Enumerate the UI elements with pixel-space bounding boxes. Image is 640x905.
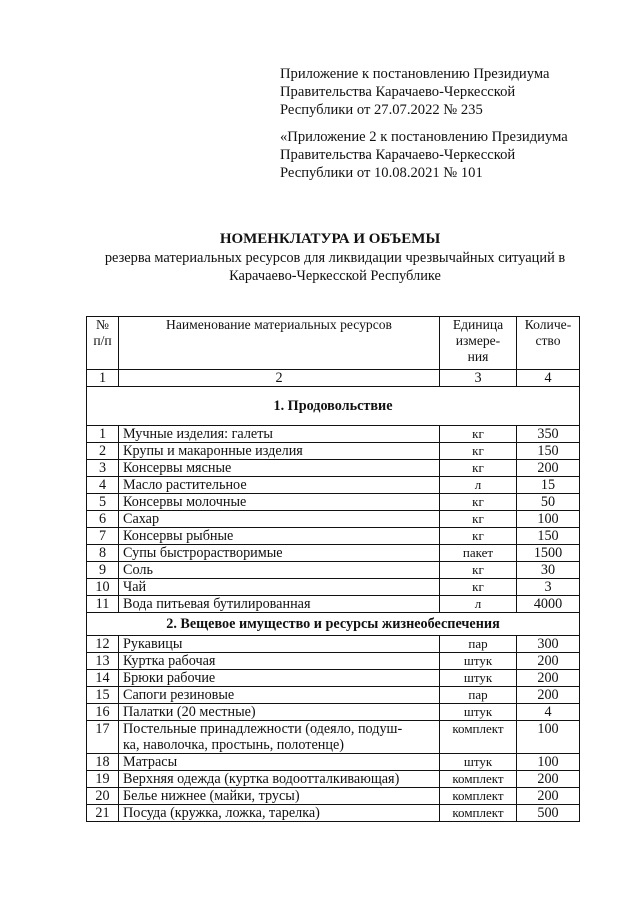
quantity: 150: [517, 528, 580, 545]
resource-name: Чай: [119, 579, 440, 596]
header-number-line: п/п: [93, 333, 112, 348]
header-unit-line: измере-: [455, 333, 501, 348]
row-number: 8: [87, 545, 119, 562]
table-row: [87, 687, 580, 704]
resource-name: Консервы молочные: [119, 494, 440, 511]
table-row: [87, 754, 580, 771]
appendix-note-current: [280, 65, 600, 119]
quantity: 100: [517, 754, 580, 771]
appendix-line: Приложение к постановлению Президиума: [280, 66, 550, 82]
resource-name: Сапоги резиновые: [119, 687, 440, 704]
header-name: Наименование материальных ресурсов: [119, 317, 440, 370]
header-quantity: [517, 317, 580, 370]
quantity: 200: [517, 788, 580, 805]
table-row: [87, 528, 580, 545]
resource-name: Матрасы: [119, 754, 440, 771]
table-row: [87, 579, 580, 596]
table-row: [87, 805, 580, 822]
table-row: [87, 443, 580, 460]
header-quantity-line: Количе-: [524, 317, 572, 332]
quantity: 200: [517, 653, 580, 670]
unit-of-measure: штук: [440, 653, 517, 670]
resource-name: Мучные изделия: галеты: [119, 426, 440, 443]
unit-of-measure: комплект: [440, 721, 517, 754]
unit-of-measure: комплект: [440, 788, 517, 805]
unit-of-measure: кг: [440, 460, 517, 477]
header-number: [87, 317, 119, 370]
quantity: 100: [517, 721, 580, 754]
quantity: 200: [517, 670, 580, 687]
document-subtitle-line: Карачаево-Черкесской Республике: [229, 268, 441, 284]
row-number: 6: [87, 511, 119, 528]
row-number: 20: [87, 788, 119, 805]
table-row: [87, 596, 580, 613]
section-title: 2. Вещевое имущество и ресурсы жизнеобеспечения: [87, 613, 580, 636]
document-title: НОМЕНКЛАТУРА И ОБЪЕМЫ: [219, 231, 441, 247]
quantity: 1500: [517, 545, 580, 562]
table-body: [87, 387, 580, 822]
section-title: 1. Продовольствие: [87, 387, 580, 426]
table-row: [87, 704, 580, 721]
table-row: [87, 721, 580, 754]
document-heading: [0, 230, 640, 285]
column-index-row: [87, 370, 580, 387]
table-row: [87, 477, 580, 494]
resource-name: Масло растительное: [119, 477, 440, 494]
table-row: [87, 670, 580, 687]
row-number: 15: [87, 687, 119, 704]
row-number: 7: [87, 528, 119, 545]
row-number: 11: [87, 596, 119, 613]
table-header-row: [87, 317, 580, 370]
resource-name: Рукавицы: [119, 636, 440, 653]
table-row: [87, 562, 580, 579]
quantity: 200: [517, 460, 580, 477]
unit-of-measure: л: [440, 477, 517, 494]
row-number: 21: [87, 805, 119, 822]
unit-of-measure: комплект: [440, 771, 517, 788]
row-number: 2: [87, 443, 119, 460]
resource-name: Супы быстрорастворимые: [119, 545, 440, 562]
document-subtitle-line: резерва материальных ресурсов для ликвидации чрезвычайных ситуаций в: [104, 250, 566, 266]
column-index: 4: [517, 370, 580, 387]
header-unit: [440, 317, 517, 370]
unit-of-measure: кг: [440, 511, 517, 528]
row-number: 17: [87, 721, 119, 754]
quantity: 150: [517, 443, 580, 460]
header-quantity-line: ство: [535, 333, 561, 348]
resource-name: Сахар: [119, 511, 440, 528]
appendix-line: «Приложение 2 к постановлению Президиума: [280, 129, 568, 145]
unit-of-measure: комплект: [440, 805, 517, 822]
unit-of-measure: пар: [440, 636, 517, 653]
table-row: [87, 788, 580, 805]
row-number: 16: [87, 704, 119, 721]
quantity: 3: [517, 579, 580, 596]
resource-name: Соль: [119, 562, 440, 579]
resource-name: [119, 721, 440, 754]
resource-name: Брюки рабочие: [119, 670, 440, 687]
table-row: [87, 460, 580, 477]
appendix-note-original: [280, 128, 600, 182]
row-number: 18: [87, 754, 119, 771]
unit-of-measure: кг: [440, 562, 517, 579]
quantity: 30: [517, 562, 580, 579]
resource-name: Верхняя одежда (куртка водоотталкивающая): [119, 771, 440, 788]
table-row: [87, 426, 580, 443]
resource-name: Посуда (кружка, ложка, тарелка): [119, 805, 440, 822]
row-number: 12: [87, 636, 119, 653]
resources-table: [86, 316, 580, 822]
row-number: 9: [87, 562, 119, 579]
unit-of-measure: кг: [440, 579, 517, 596]
quantity: 200: [517, 687, 580, 704]
row-number: 19: [87, 771, 119, 788]
resource-name: Куртка рабочая: [119, 653, 440, 670]
table-row: [87, 636, 580, 653]
unit-of-measure: штук: [440, 704, 517, 721]
resource-name-line: Постельные принадлежности (одеяло, подуш-: [123, 721, 403, 737]
row-number: 5: [87, 494, 119, 511]
appendix-line: Республики от 27.07.2022 № 235: [280, 102, 483, 118]
resource-name: Консервы рыбные: [119, 528, 440, 545]
resource-name: Белье нижнее (майки, трусы): [119, 788, 440, 805]
header-number-line: №: [96, 317, 109, 332]
table-row: [87, 494, 580, 511]
resource-name: Палатки (20 местные): [119, 704, 440, 721]
unit-of-measure: кг: [440, 528, 517, 545]
quantity: 350: [517, 426, 580, 443]
quantity: 300: [517, 636, 580, 653]
row-number: 10: [87, 579, 119, 596]
resource-name: Крупы и макаронные изделия: [119, 443, 440, 460]
quantity: 4: [517, 704, 580, 721]
table-row: [87, 653, 580, 670]
quantity: 200: [517, 771, 580, 788]
section-header-row: [87, 613, 580, 636]
quantity: 4000: [517, 596, 580, 613]
unit-of-measure: штук: [440, 670, 517, 687]
unit-of-measure: пар: [440, 687, 517, 704]
table-row: [87, 771, 580, 788]
row-number: 1: [87, 426, 119, 443]
unit-of-measure: кг: [440, 443, 517, 460]
unit-of-measure: кг: [440, 494, 517, 511]
resource-name-line: ка, наволочка, простынь, полотенце): [123, 737, 344, 753]
header-unit-line: Единица: [452, 317, 504, 332]
resource-name: Вода питьевая бутилированная: [119, 596, 440, 613]
row-number: 14: [87, 670, 119, 687]
quantity: 500: [517, 805, 580, 822]
header-unit-line: ния: [467, 349, 489, 364]
appendix-line: Республики от 10.08.2021 № 101: [280, 165, 483, 181]
column-index: 2: [119, 370, 440, 387]
column-index: 3: [440, 370, 517, 387]
row-number: 13: [87, 653, 119, 670]
table-row: [87, 511, 580, 528]
row-number: 3: [87, 460, 119, 477]
column-index: 1: [87, 370, 119, 387]
unit-of-measure: л: [440, 596, 517, 613]
unit-of-measure: кг: [440, 426, 517, 443]
unit-of-measure: штук: [440, 754, 517, 771]
section-header-row: [87, 387, 580, 426]
quantity: 50: [517, 494, 580, 511]
unit-of-measure: пакет: [440, 545, 517, 562]
row-number: 4: [87, 477, 119, 494]
quantity: 100: [517, 511, 580, 528]
quantity: 15: [517, 477, 580, 494]
table-row: [87, 545, 580, 562]
appendix-line: Правительства Карачаево-Черкесской: [280, 84, 516, 100]
resource-name: Консервы мясные: [119, 460, 440, 477]
appendix-line: Правительства Карачаево-Черкесской: [280, 147, 516, 163]
